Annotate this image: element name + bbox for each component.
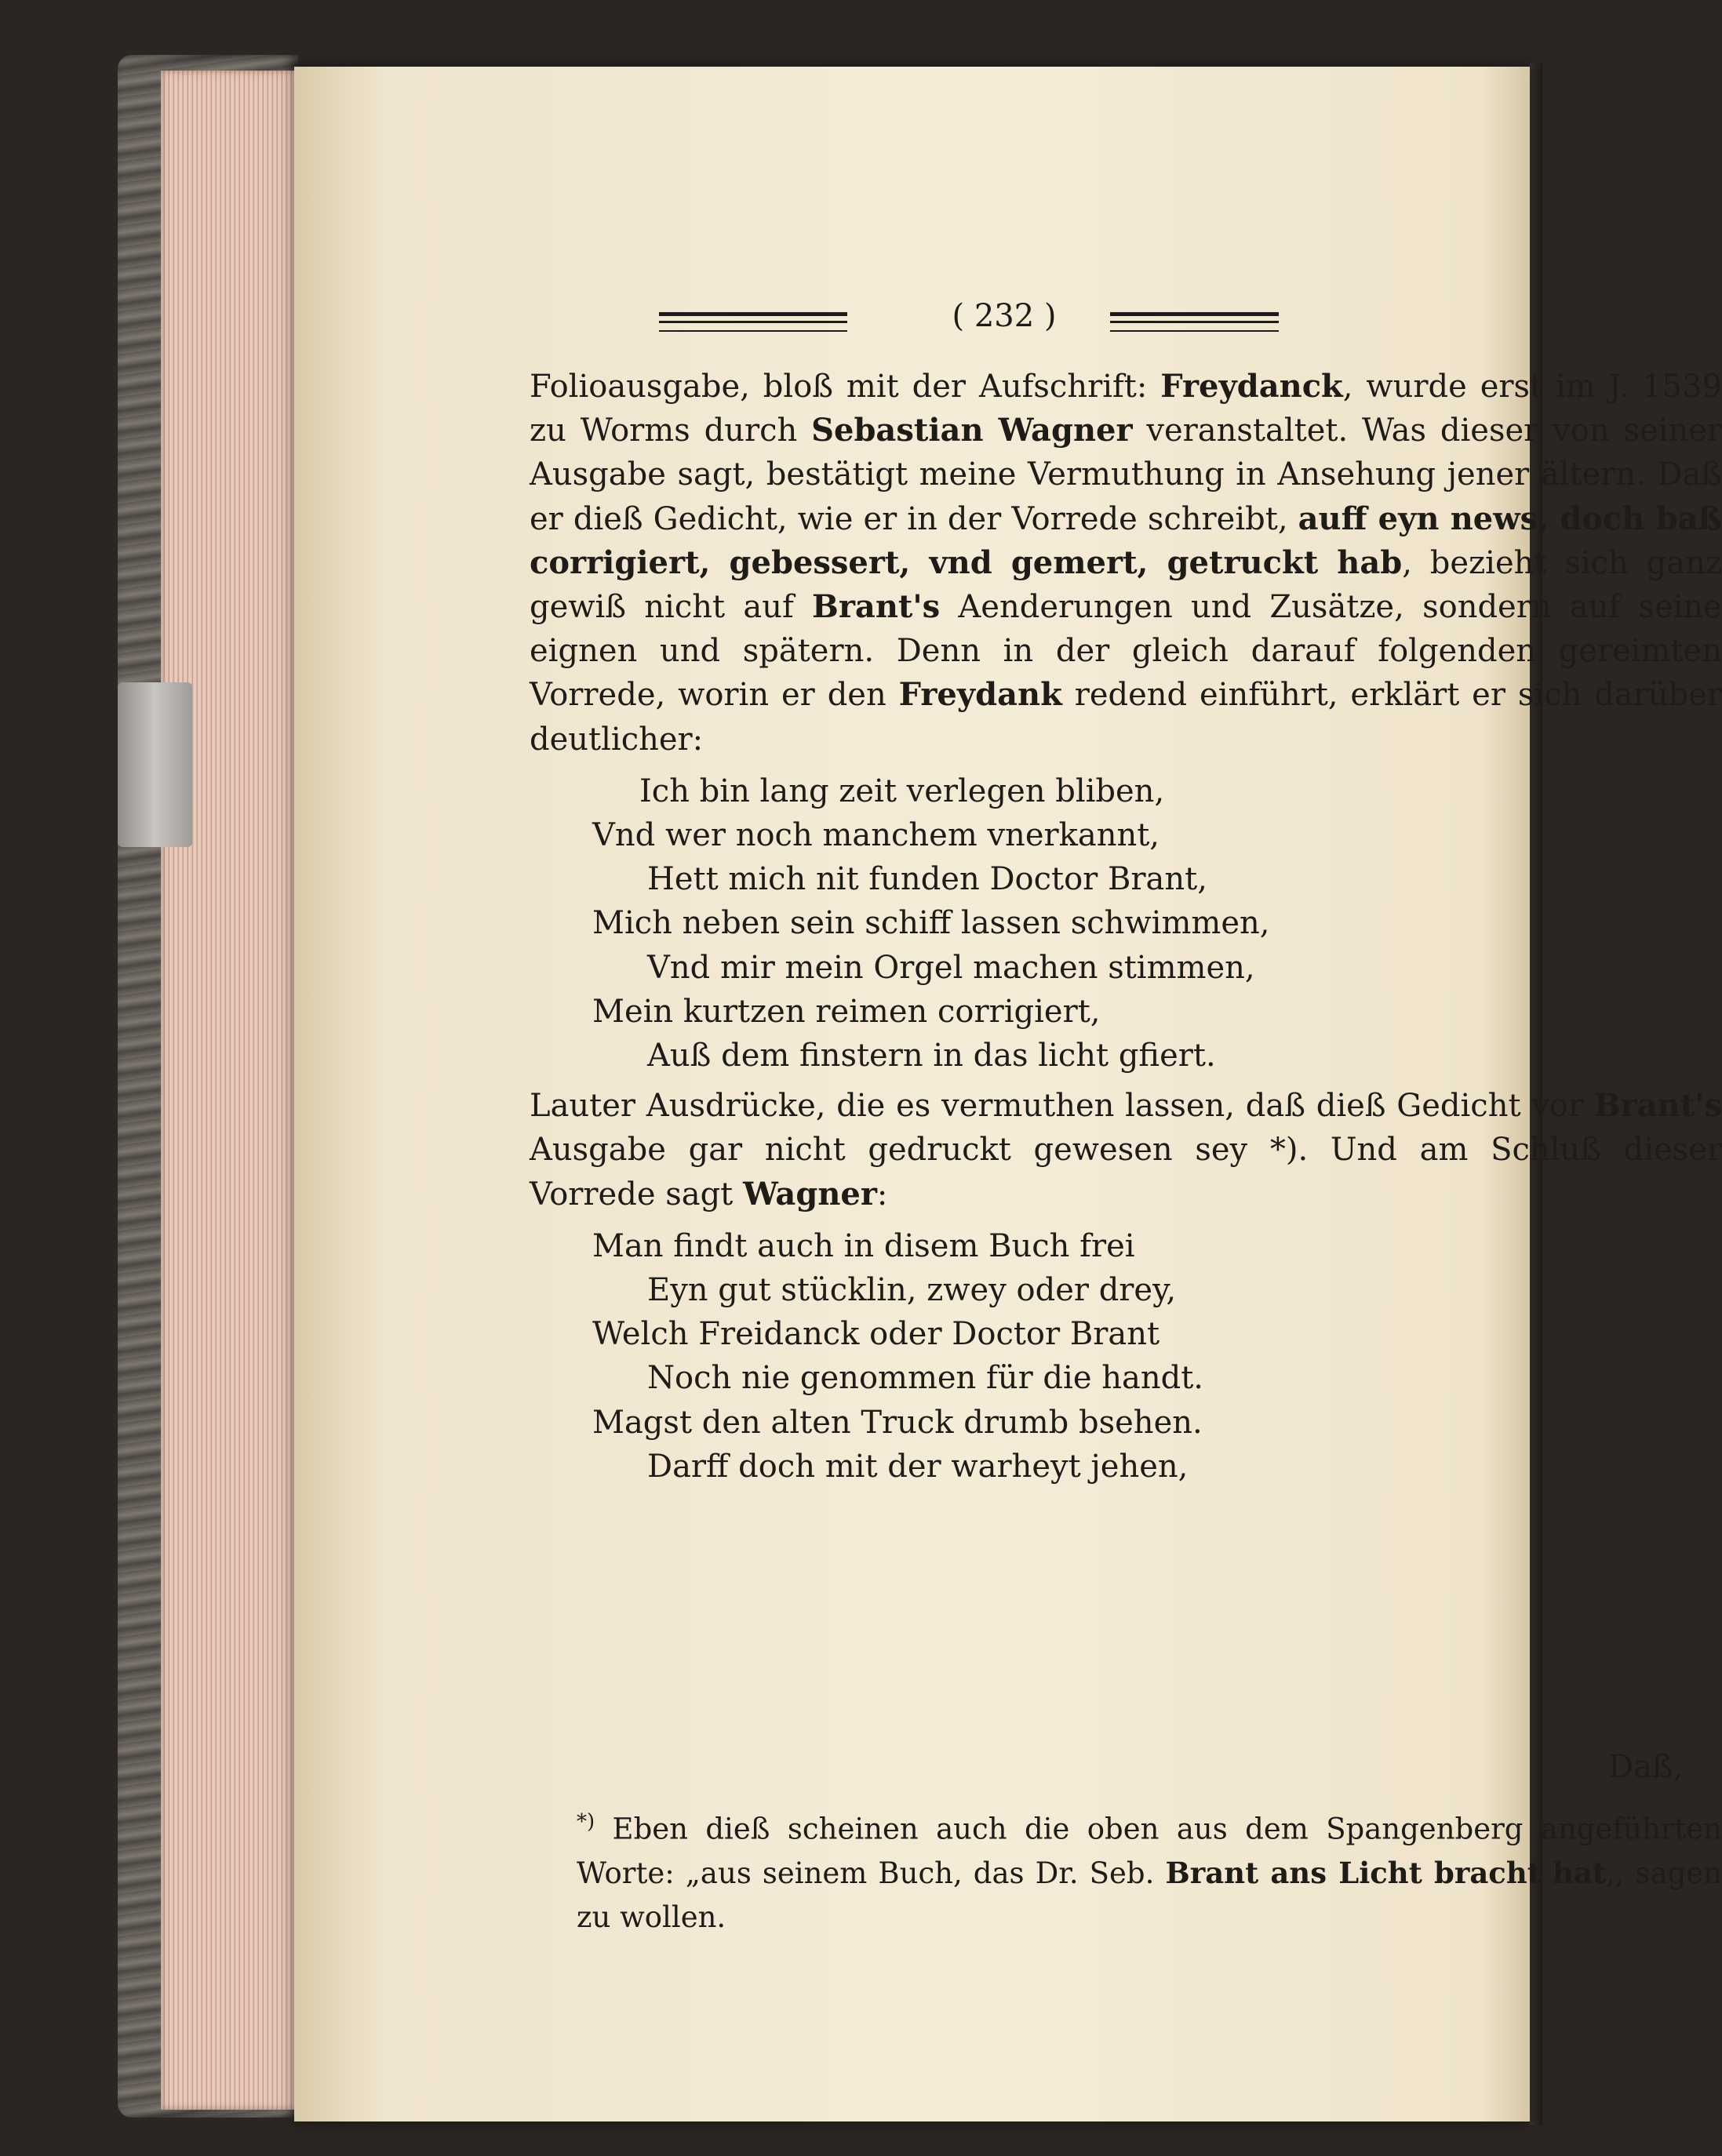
page-header	[294, 298, 1530, 345]
text-span: , bezieht sich ganz gewiß nicht auf	[530, 544, 1722, 626]
emphasis-span: Sebastian Wagner	[811, 412, 1133, 449]
book-page	[294, 67, 1722, 2121]
verse-line: Eyn gut stücklin, zwey oder drey,	[647, 1272, 1177, 1309]
emphasis-span: Brant's	[1593, 1087, 1722, 1125]
verse-line: Welch Freidanck oder Doctor Brant	[592, 1316, 1160, 1353]
main-text	[530, 365, 1722, 1495]
emphasis-span: Brant ans Licht bracht hat	[1165, 1856, 1606, 1891]
footnote	[530, 1800, 1722, 1940]
text-span: Folioausgabe, bloß mit der Aufschrift:	[530, 369, 1161, 405]
footnote-reference: *)	[1269, 1132, 1298, 1169]
verse-block-2	[530, 1224, 1722, 1489]
verse-line: Ich bin lang zeit verlegen bliben,	[639, 773, 1165, 809]
verse-line: Mein kurtzen reimen corrigiert,	[592, 993, 1101, 1030]
emphasis-span: Freydanck	[1160, 368, 1343, 405]
page-number: ( 232 )	[952, 298, 1057, 334]
header-rule-right	[1110, 312, 1279, 332]
text-span: ,, sagen zu wollen.	[577, 1856, 1722, 1935]
text-span: Eben dieß scheinen auch die oben aus dem Spangenberg angeführten Worte: „aus seinem Buch, das Dr. Seb.	[577, 1812, 1722, 1891]
header-rule-left	[659, 312, 847, 332]
text-span: veranstaltet. Was dieser von seiner Ausgabe sagt, bestätigt meine Vermuthung in Ansehung jener ältern. Daß er dieß Gedicht, wie er in der Vorrede schreibt,	[530, 413, 1722, 537]
binding-clasp	[118, 682, 192, 847]
text-span: redend einführt, erklärt er sich darüber deutlicher:	[530, 677, 1722, 758]
emphasis-span: Wagner	[742, 1175, 877, 1213]
paragraph-2	[530, 1084, 1722, 1216]
verse-line: Auß dem finstern in das licht gfiert.	[647, 1038, 1216, 1074]
verse-line: Vnd mir mein Orgel machen stimmen,	[647, 949, 1255, 986]
emphasis-span: auff eyn news, doch baß corrigiert, gebessert, vnd gemert, getruckt hab	[530, 500, 1722, 581]
text-span: :	[876, 1176, 888, 1213]
verse-line: Noch nie genommen für die handt.	[647, 1360, 1203, 1397]
verse-line: Vnd wer noch manchem vnerkannt,	[592, 817, 1160, 854]
verse-block-1	[530, 769, 1722, 1078]
text-span: . Und am Schluß dieser Vorrede sagt	[530, 1132, 1722, 1213]
verse-line: Magst den alten Truck drumb bsehen.	[592, 1404, 1203, 1441]
page-block-edge	[161, 71, 298, 2110]
emphasis-span: Freydank	[898, 676, 1062, 714]
verse-line: Mich neben sein schiff lassen schwimmen,	[592, 905, 1270, 942]
emphasis-span: Brant's	[812, 588, 941, 626]
footnote-mark: *)	[577, 1810, 595, 1834]
text-span: Ausgabe gar nicht gedruckt gewesen sey	[530, 1132, 1270, 1169]
paragraph-1	[530, 365, 1722, 762]
verse-line: Man findt auch in disem Buch frei	[592, 1227, 1135, 1264]
catchword: Daß,	[1608, 1749, 1684, 1785]
verse-line: Darff doch mit der warheyt jehen,	[647, 1448, 1189, 1485]
footnote-text	[530, 1800, 1722, 1940]
text-span: Lauter Ausdrücke, die es vermuthen lassen, daß dieß Gedicht vor	[530, 1088, 1594, 1125]
verse-line: Hett mich nit funden Doctor Brant,	[647, 861, 1207, 898]
text-span: , wurde erst im J. 1539 zu Worms durch	[530, 369, 1722, 449]
text-span: Aenderungen und Zusätze, sondern auf seine eignen und spätern. Denn in der gleich darauf folgenden gereimten Vorrede, worin er den	[530, 589, 1722, 714]
